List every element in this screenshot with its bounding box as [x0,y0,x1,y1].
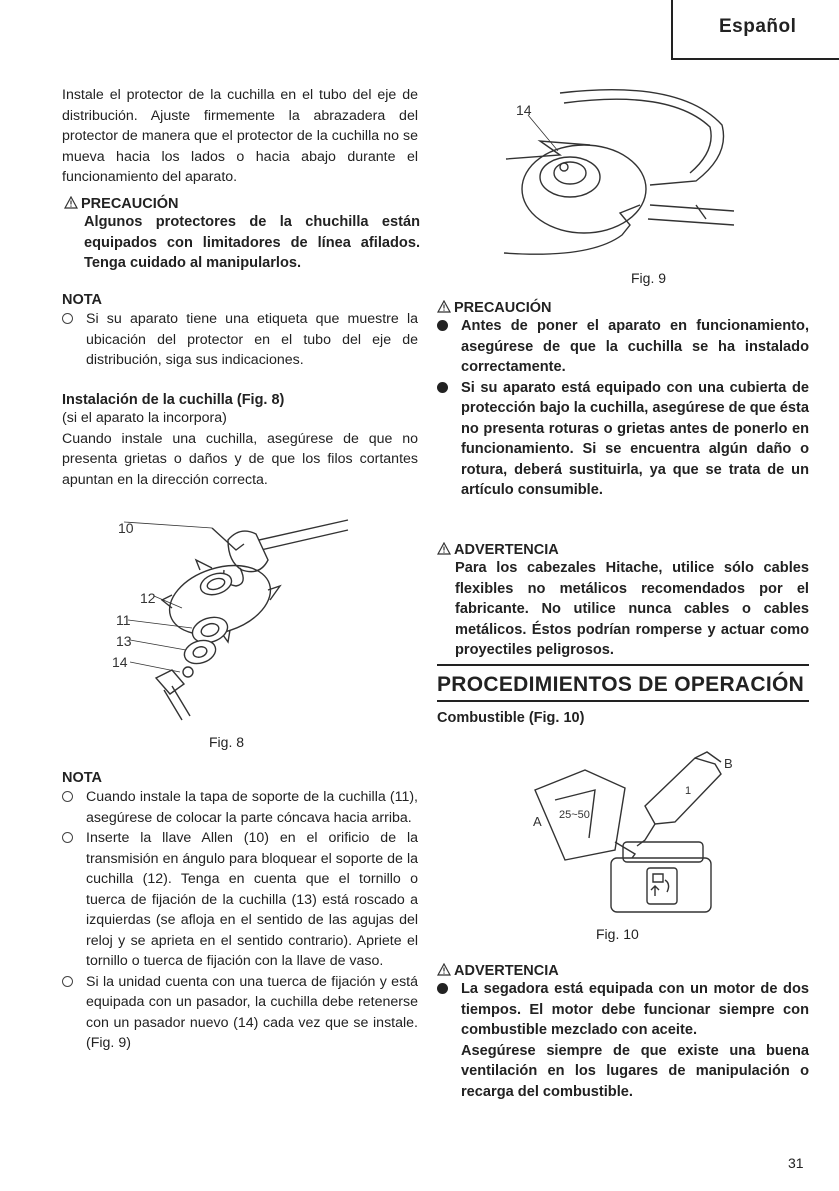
section-subtitle: Instalación de la cuchilla (Fig. 8) [62,392,285,408]
fig8-label-14: 14 [112,654,128,670]
warning-triangle-icon [64,196,78,209]
caution-title: PRECAUCIÓN [454,300,552,316]
warning-text: Para los cabezales Hitache, utilice sólo cables flexibles no metálicos recomendados por el fabricante. No utilice nunca cables o cables metálicos. Éstos podrían romperse y actuar como proyectiles peligrosos. [455,560,809,658]
blade-install-text: Cuando instale una cuchilla, asegúrese de que no presenta grietas o daños y de que los filos cortantes apuntan en la dirección correcta. [62,430,418,488]
note-item [62,828,418,972]
open-bullet-icon [62,832,73,843]
caution-block-2 [437,300,809,501]
fig9-blade-diagram [500,85,740,275]
fig8-label-10: 10 [118,520,134,536]
note-block-1 [62,292,418,371]
warning-block-2 [437,963,809,1102]
open-bullet-icon [62,976,73,987]
fig10-bottle-label: 1 [685,785,692,797]
note-title: NOTA [62,292,103,308]
fig10-label-a: A [533,814,542,829]
page-number: 31 [788,1155,804,1171]
note-item [62,309,418,371]
note-item [62,787,418,828]
filled-bullet-icon [437,983,448,994]
warning-title: ADVERTENCIA [454,963,559,979]
caution-item [437,378,809,501]
note-item [62,972,418,1054]
warning-extra-text: Asegúrese siempre de que existe una buena ventilación en los lugares de manipulación o recarga del combustible. [461,1042,809,1100]
warning-item [437,979,809,1041]
caution-item-text: Antes de poner el aparato en funcionamiento, asegúrese de que la cuchilla se ha instalado correctamente. [461,318,809,375]
note-title: NOTA [62,770,103,786]
fig8-caption: Fig. 8 [209,734,245,750]
caution-title: PRECAUCIÓN [81,196,179,212]
fig10-label-b: B [724,756,733,771]
note-item-text: Si la unidad cuenta con una tuerca de fijación y está equipada con un pasador, la cuchilla debe retenerse con un pasador nuevo (14) cada vez que se instale. (Fig. 9) [86,973,418,1051]
filled-bullet-icon [437,382,448,393]
warning-triangle-icon [437,542,451,555]
note-item-text: Cuando instale la tapa de soporte de la cuchilla (11), asegúrese de colocar la parte cóncava hacia arriba. [86,789,418,826]
note-item-text: Inserte la llave Allen (10) en el orificio de la transmisión en ángulo para bloquear el soporte de la cuchilla (12). Tenga en cuenta que el tornillo o tuerca de fijación de la cuchilla (13) está roscado a izquierdas (se afloja en el sentido de las agujas del reloj y se aprieta en el sentido contrario). Apriete el tornillo o tuerca de fijación con la llave de vaso. [86,830,418,969]
warning-block-1 [437,542,809,661]
language-label: Español [719,16,797,37]
open-bullet-icon [62,313,73,324]
fuel-subtitle: Combustible (Fig. 10) [437,710,585,726]
caution-item-text: Si su aparato está equipado con una cubierta de protección bajo la cuchilla, asegúrese de que ésta no presenta roturas o grietas antes de ponerlo en funcionamiento. Si se encuentra algún daño o rotura, deberá sustituirla, ya que se trata de un artículo consumible. [461,379,809,498]
fig8-label-11: 11 [116,612,131,628]
warning-title: ADVERTENCIA [454,542,559,558]
blade-install-block [62,392,418,490]
note-block-2 [62,770,418,1054]
caution-text: Algunos protectores de la chuchilla están equipados con limitadores de línea afilados. Tenga cuidado al manipularlos. [84,214,420,271]
filled-bullet-icon [437,320,448,331]
warning-triangle-icon [437,300,451,313]
fig10-fuel-diagram [525,750,745,920]
section-bottom-rule [437,700,809,702]
section-title: PROCEDIMIENTOS DE OPERACIÓN [437,673,805,696]
fig8-label-13: 13 [116,633,132,649]
open-bullet-icon [62,791,73,802]
caution-item [437,316,809,378]
warning-item-text: La segadora está equipada con un motor de dos tiempos. El motor debe funcionar siempre con combustible mezclado con aceite. [461,981,809,1038]
fig8-label-12: 12 [140,590,156,606]
fig10-caption: Fig. 10 [596,926,639,942]
fig9-label-14: 14 [516,102,532,118]
fig9-caption: Fig. 9 [631,270,667,286]
fig10-ratio-label: 25~50 [559,809,590,821]
subtitle-note: (si el aparato la incorpora) [62,410,227,426]
language-tab [671,0,839,60]
section-top-rule [437,664,809,666]
caution-block-1 [62,196,418,274]
note-item-text: Si su aparato tiene una etiqueta que muestre la ubicación del protector en el tubo del eje de distribución, siga sus indicaciones. [86,311,418,368]
warning-triangle-icon [437,963,451,976]
intro-paragraph: Instale el protector de la cuchilla en el tubo del eje de distribución. Ajuste firmemente la abrazadera del protector de manera que el protector de la cuchilla no se mueva hacia los lados o hacia abajo durante el funcionamiento del aparato. [62,87,418,185]
fig8-exploded-diagram [100,500,370,735]
